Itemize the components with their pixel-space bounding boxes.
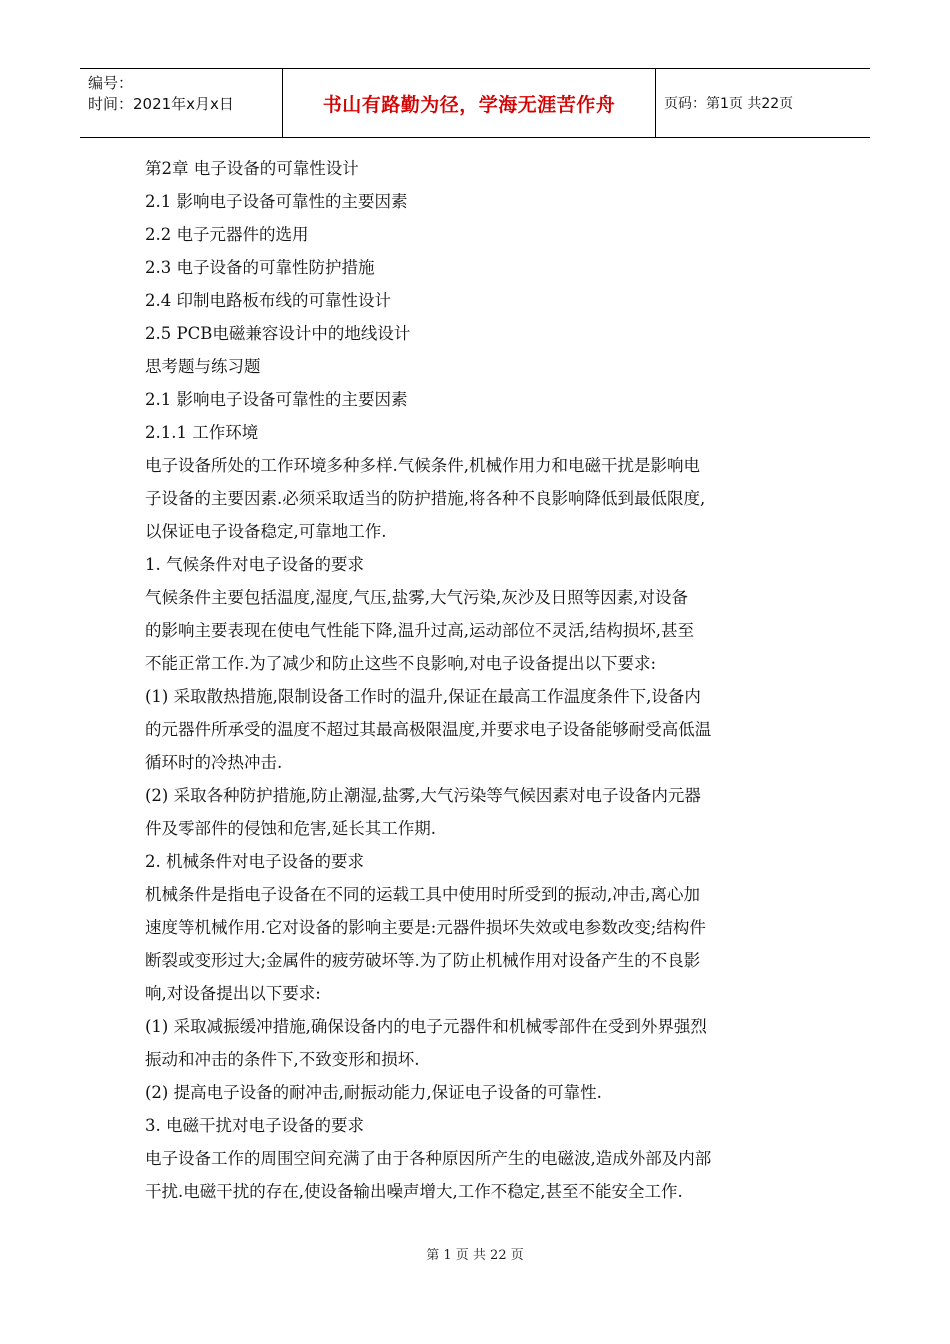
header-page-code-cell (656, 69, 870, 137)
document-time: 时间：2021年x月x日 (88, 95, 234, 113)
text-line: 不能正常工作.为了减少和防止这些不良影响,对电子设备提出以下要求: (145, 654, 657, 673)
text-line: 2.1 影响电子设备可靠性的主要因素 (145, 390, 408, 409)
text-line: 干扰.电磁干扰的存在,使设备输出噪声增大,工作不稳定,甚至不能安全工作. (145, 1182, 683, 1201)
text-line: 2.2 电子元器件的选用 (145, 225, 309, 244)
header-info (80, 69, 282, 137)
text-line: (1) 采取减振缓冲措施,确保设备内的电子元器件和机械零部件在受到外界强烈 (145, 1017, 707, 1036)
text-line: 2.1.1 工作环境 (145, 423, 259, 442)
text-line: 件及零部件的侵蚀和危害,延长其工作期. (145, 819, 436, 838)
text-line: (1) 采取散热措施,限制设备工作时的温升,保证在最高工作温度条件下,设备内 (145, 687, 701, 706)
text-line: 第2章 电子设备的可靠性设计 (145, 159, 359, 178)
text-line: 电子设备工作的周围空间充满了由于各种原因所产生的电磁波,造成外部及内部 (145, 1149, 712, 1168)
header-motto: 书山有路勤为径，学海无涯苦作舟 (322, 93, 616, 116)
text-line: 电子设备所处的工作环境多种多样.气候条件,机械作用力和电磁干扰是影响电 (145, 456, 700, 475)
text-line: 3. 电磁干扰对电子设备的要求 (145, 1116, 364, 1135)
text-line: 2.5 PCB电磁兼容设计中的地线设计 (145, 324, 411, 343)
text-line: 循环时的冷热冲击. (145, 753, 283, 772)
text-line: 断裂或变形过大;金属件的疲劳破坏等.为了防止机械作用对设备产生的不良影 (145, 951, 701, 970)
text-line: (2) 采取各种防护措施,防止潮湿,盐雾,大气污染等气候因素对电子设备内元器 (145, 786, 701, 805)
text-line: (2) 提高电子设备的耐冲击,耐振动能力,保证电子设备的可靠性. (145, 1083, 602, 1102)
text-line: 子设备的主要因素.必须采取适当的防护措施,将各种不良影响降低到最低限度, (145, 489, 706, 508)
text-line: 机械条件是指电子设备在不同的运载工具中使用时所受到的振动,冲击,离心加 (145, 885, 700, 904)
page-footer: 第 1 页 共 22 页 (426, 1248, 524, 1263)
page-header (80, 68, 870, 138)
text-line: 以保证电子设备稳定,可靠地工作. (145, 522, 387, 541)
header-page-code: 页码：第1页 共22页 (664, 96, 794, 112)
text-line: 的元器件所承受的温度不超过其最高极限温度,并要求电子设备能够耐受高低温 (145, 720, 712, 739)
text-line: 思考题与练习题 (145, 357, 261, 376)
text-line: 2.1 影响电子设备可靠性的主要因素 (145, 192, 408, 211)
text-line: 2.3 电子设备的可靠性防护措施 (145, 258, 375, 277)
text-line: 振动和冲击的条件下,不致变形和损坏. (145, 1050, 420, 1069)
text-line: 气候条件主要包括温度,湿度,气压,盐雾,大气污染,灰沙及日照等因素,对设备 (145, 588, 688, 607)
text-line: 2. 机械条件对电子设备的要求 (145, 852, 364, 871)
text-line: 速度等机械作用.它对设备的影响主要是:元器件损坏失效或电参数改变;结构件 (145, 918, 706, 937)
text-line: 2.4 印制电路板布线的可靠性设计 (145, 291, 391, 310)
text-line: 的影响主要表现在使电气性能下降,温升过高,运动部位不灵活,结构损坏,甚至 (145, 621, 694, 640)
header-motto-cell (282, 69, 656, 137)
document-body (145, 152, 815, 1208)
document-number-label: 编号： (88, 74, 134, 92)
text-line: 响,对设备提出以下要求: (145, 984, 321, 1003)
text-line: 1. 气候条件对电子设备的要求 (145, 555, 364, 574)
